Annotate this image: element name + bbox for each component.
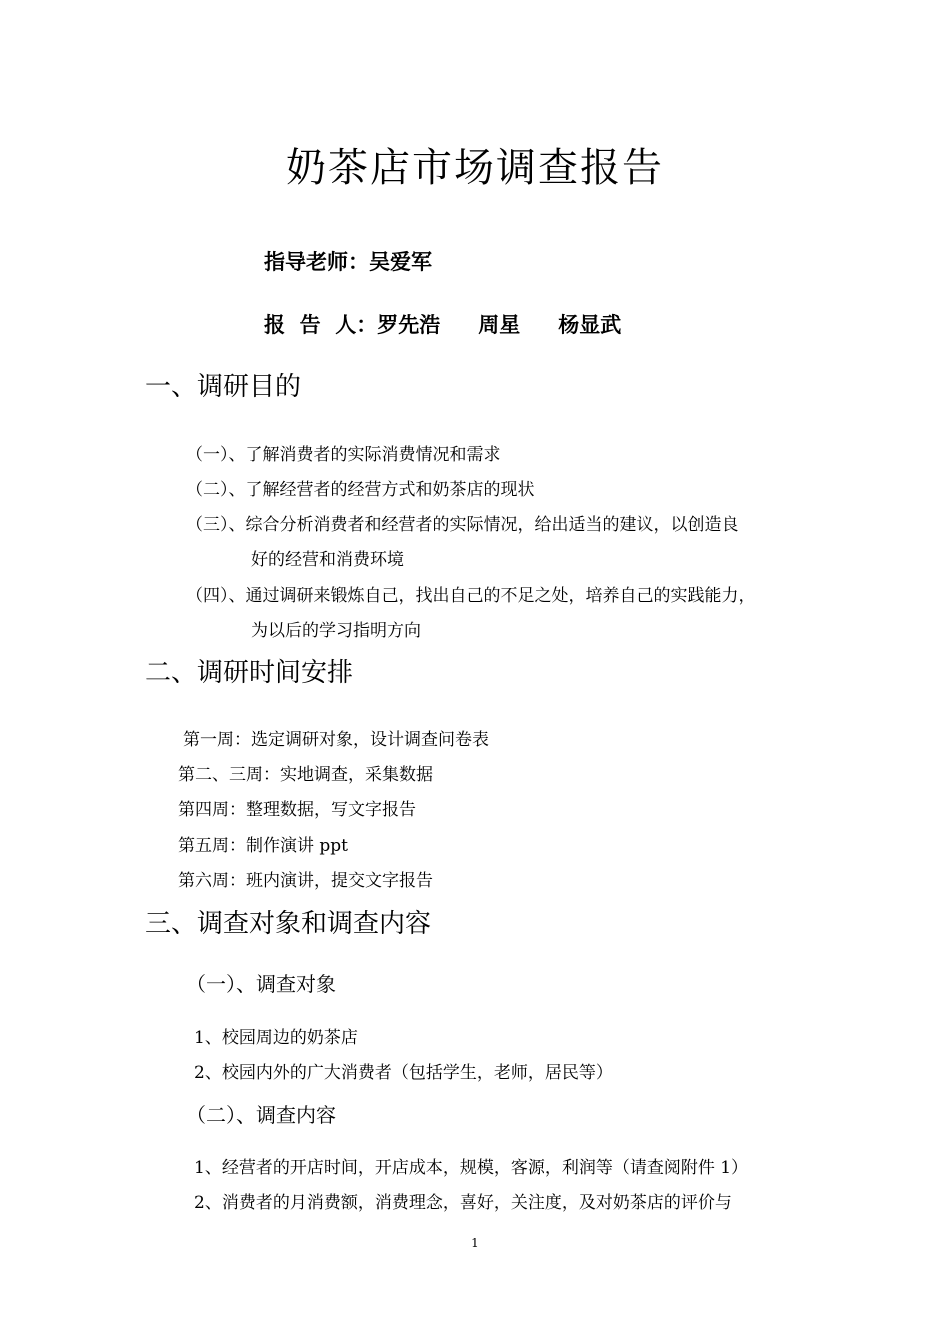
document-title: 奶茶店市场调查报告 bbox=[286, 145, 664, 191]
list-item: 2、校园内外的广大消费者（包括学生，老师，居民等） bbox=[194, 1063, 613, 1083]
schedule-item: 第五周：制作演讲 ppt bbox=[178, 836, 348, 856]
reporter-name: 杨显武 bbox=[558, 313, 622, 337]
reporter-name: 周星 bbox=[478, 313, 521, 337]
page-number: 1 bbox=[471, 1236, 479, 1250]
subsection-heading: （一）、调查对象 bbox=[186, 972, 336, 996]
section-heading: 三、调查对象和调查内容 bbox=[145, 909, 432, 939]
list-item: 1、校园周边的奶茶店 bbox=[194, 1028, 358, 1048]
advisor-name: 吴爱军 bbox=[369, 250, 432, 274]
reporters-line bbox=[264, 309, 621, 339]
schedule-item: 第一周：选定调研对象，设计调查问卷表 bbox=[183, 730, 489, 750]
schedule-item: 第二、三周：实地调查，采集数据 bbox=[178, 765, 433, 785]
section-heading: 一、调研目的 bbox=[145, 372, 302, 402]
list-item-continuation: 好的经营和消费环境 bbox=[251, 550, 404, 570]
list-item-continuation: 为以后的学习指明方向 bbox=[251, 621, 421, 641]
section-heading: 二、调研时间安排 bbox=[145, 658, 354, 688]
list-item: 1、经营者的开店时间，开店成本，规模，客源，利润等（请查阅附件 1） bbox=[194, 1158, 749, 1178]
list-item: （三）、综合分析消费者和经营者的实际情况，给出适当的建议，以创造良 bbox=[186, 515, 739, 535]
subsection-heading: （二）、调查内容 bbox=[186, 1103, 336, 1127]
list-item: （四）、通过调研来锻炼自己，找出自己的不足之处，培养自己的实践能力， bbox=[186, 586, 756, 606]
list-item: （二）、了解经营者的经营方式和奶茶店的现状 bbox=[186, 480, 535, 500]
advisor-line bbox=[264, 246, 432, 276]
schedule-item: 第六周：班内演讲，提交文字报告 bbox=[178, 871, 433, 891]
advisor-label: 指导老师： bbox=[264, 250, 369, 274]
schedule-item: 第四周：整理数据，写文字报告 bbox=[178, 800, 416, 820]
list-item: 2、消费者的月消费额，消费理念，喜好，关注度，及对奶茶店的评价与 bbox=[194, 1193, 732, 1213]
list-item: （一）、了解消费者的实际消费情况和需求 bbox=[186, 445, 501, 465]
reporters-label: 报 告 人： bbox=[264, 313, 378, 337]
reporter-name: 罗先浩 bbox=[377, 313, 441, 337]
